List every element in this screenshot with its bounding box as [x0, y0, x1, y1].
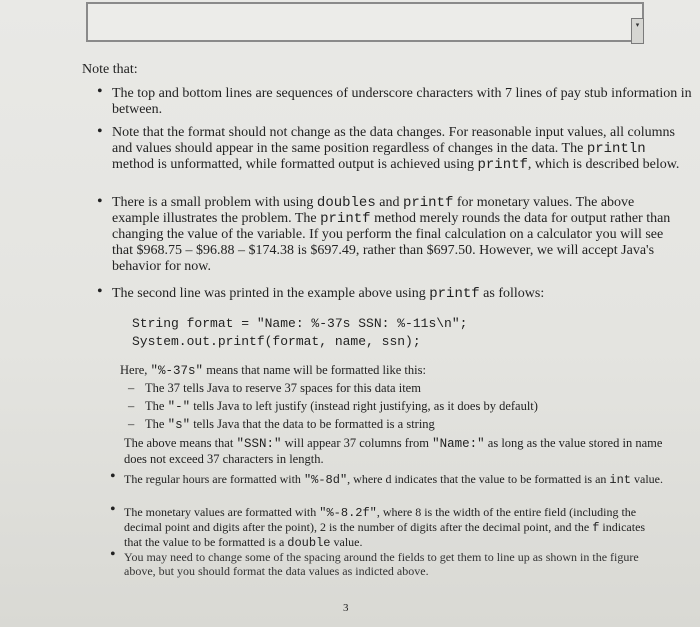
here-text: Here, — [120, 363, 151, 377]
doubles-code: doubles — [316, 195, 376, 211]
d-format-code: "%-8d" — [303, 473, 348, 487]
bullet-2-text-c: , which is described below. — [527, 157, 680, 172]
dash-item-2 — [145, 399, 675, 415]
bullet-3-text: There is a small problem with using — [112, 195, 317, 210]
bullet-4-text: The second line was printed in the example above using — [112, 286, 430, 301]
bullet-1: The top and bottom lines are sequences of underscore characters with 7 lines of pay stub information in between. — [112, 86, 692, 117]
bullet-6-text-b: , where 8 is the width of the entire field (including the decimal point and digits after the point), 2 is the number of digits after the decimal point, and the — [124, 505, 637, 534]
bullet-icon: • — [110, 501, 116, 518]
s-code: "s" — [167, 418, 191, 432]
bullet-6-text-c: indicates that the value to be formatted is a — [124, 520, 646, 549]
bullet-2-text-b: method is unformatted, while formatted output is achieved using — [112, 157, 478, 172]
note-title: Note that: — [82, 62, 138, 77]
printf-code: printf — [477, 157, 528, 173]
bullet-3-text-b: and — [375, 195, 403, 210]
dash-icon: – — [128, 399, 135, 413]
bullet-5 — [124, 472, 672, 487]
printf-code: printf — [429, 286, 480, 302]
name-code: "Name:" — [432, 437, 485, 451]
bullet-6 — [124, 505, 654, 550]
format-code: "%-37s" — [150, 364, 204, 378]
above-text: The above means that — [124, 436, 237, 450]
bullet-5-text-c: value. — [631, 472, 664, 486]
int-code: int — [609, 473, 632, 487]
bullet-3 — [112, 195, 682, 275]
dash-2-text-b: tells Java to left justify (instead right justifying, as it does by default) — [190, 399, 538, 413]
bullet-4 — [112, 286, 682, 302]
bullet-icon: • — [97, 123, 103, 140]
bullet-icon: • — [110, 546, 116, 563]
bullet-2 — [112, 125, 684, 173]
double-code: double — [287, 536, 331, 550]
printf-code: printf — [402, 195, 454, 211]
bullet-6-text-d: value. — [330, 535, 363, 549]
here-text-b: means that name will be formatted like this: — [203, 363, 426, 377]
printf-code: printf — [320, 211, 371, 227]
page-number: 3 — [343, 602, 349, 614]
bullet-5-text-b: , where d indicates that the value to be formatted is an — [347, 472, 610, 486]
text-area-box[interactable] — [86, 2, 644, 42]
dash-icon: – — [128, 417, 135, 431]
dash-3-text-b: tells Java that the data to be formatted is a string — [190, 417, 435, 431]
code-line-2: System.out.printf(format, name, ssn); — [132, 334, 421, 349]
here-paragraph — [120, 363, 680, 379]
println-code: println — [586, 141, 646, 157]
scroll-arrow-icon[interactable]: ▾ — [631, 18, 644, 44]
dash-item-1: The 37 tells Java to reserve 37 spaces for this data item — [145, 381, 421, 395]
bullet-icon: • — [97, 283, 103, 300]
f-format-code: "%-8.2f" — [319, 506, 377, 520]
bullet-7: You may need to change some of the spacing around the fields to get them to line up as shown in the figure above, but you should format the data values as indicted above. — [124, 550, 639, 578]
dash-2-text: The — [145, 399, 168, 413]
code-line-1: String format = "Name: %-37s SSN: %-11s\n"; — [132, 316, 468, 331]
bullet-icon: • — [97, 83, 103, 100]
bullet-3-text-c: for monetary values. The above example illustrates the problem. The — [112, 195, 635, 226]
dash-item-3 — [145, 417, 675, 433]
bullet-2-text: Note that the format should not change as the data changes. For reasonable input values, all columns and values should appear in the same position regardless of changes in the data. The — [112, 125, 675, 156]
bullet-6-text: The monetary values are formatted with — [124, 505, 320, 519]
bullet-5-text: The regular hours are formatted with — [124, 472, 304, 486]
dash-code: "-" — [167, 400, 191, 414]
above-paragraph — [124, 436, 672, 467]
ssn-code: "SSN:" — [236, 437, 282, 451]
bullet-4-text-b: as follows: — [479, 286, 545, 301]
above-text-b: will appear 37 columns from — [281, 436, 433, 450]
dash-3-text: The — [145, 417, 168, 431]
dash-icon: – — [128, 381, 135, 395]
bullet-icon: • — [97, 193, 103, 210]
bullet-3-text-d: method merely rounds the data for output rather than changing the value of the variable. If you perform the final calculation on a calculator you will see that $968.75 – $96.88 – $174.38 is $697.49, rather than $697.50. However, we will accept Java's behavior for now. — [112, 211, 671, 274]
f-code: f — [592, 521, 600, 535]
above-text-c: as long as the value stored in name does not exceed 37 characters in length. — [124, 436, 663, 466]
bullet-icon: • — [110, 468, 116, 485]
